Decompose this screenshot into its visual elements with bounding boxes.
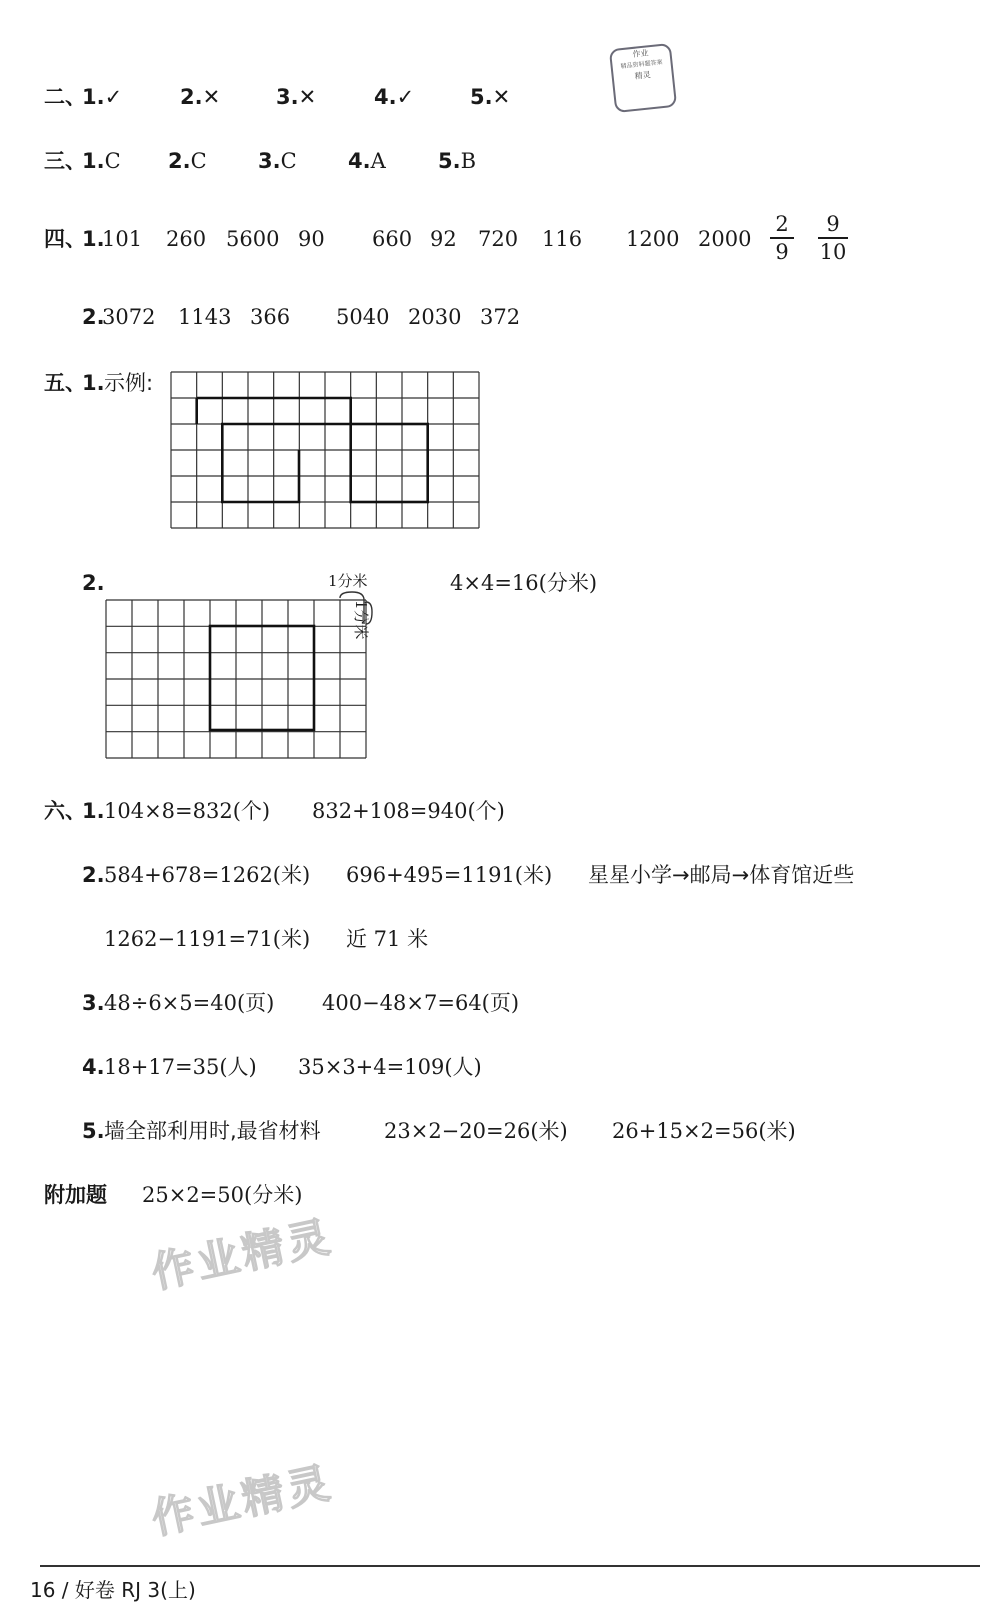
s2-q1-num: 1.: [82, 85, 105, 109]
bonus-label: 附加题: [44, 1183, 107, 1207]
s5-q1-example-label: 示例:: [104, 371, 154, 395]
s6-q4-num: 4.: [82, 1055, 105, 1079]
section-5-label: 五、: [44, 371, 86, 395]
s6-q2-conclusion: 星星小学→邮局→体育馆近些: [588, 863, 855, 887]
s6-q5-part: 23×2−20=26(米): [384, 1119, 568, 1143]
s4-q2-num: 2.: [82, 305, 105, 329]
unit-label-vertical: 1分米: [352, 600, 370, 640]
s4-q2-value: 3072: [102, 305, 156, 329]
section-2-label: 二、: [44, 85, 86, 109]
watermark-text: 作业精灵: [147, 1211, 338, 1298]
fraction-denominator: 9: [775, 239, 789, 264]
s4-q1-value: 116: [542, 227, 583, 251]
s6-q4-part: 18+17=35(人): [104, 1055, 257, 1079]
s3-q4-answer: A: [370, 149, 386, 173]
s6-q5-part: 墙全部利用时,最省材料: [104, 1119, 321, 1143]
s3-q5-num: 5.: [438, 149, 461, 173]
s6-q1-part: 832+108=940(个): [312, 799, 505, 823]
s5-q2-num: 2.: [82, 571, 105, 595]
fraction-bar: [770, 237, 794, 239]
s4-q1-value: 720: [478, 227, 519, 251]
s2-q5-num: 5.: [470, 85, 493, 109]
fraction-2-9: [770, 212, 794, 264]
grid-q2: [106, 600, 366, 758]
s6-q2-part: 584+678=1262(米): [104, 863, 311, 887]
s6-q1-part: 104×8=832(个): [104, 799, 271, 823]
s4-q2-value: 5040: [336, 305, 390, 329]
section-4-label: 四、: [44, 227, 86, 251]
s3-q1-num: 1.: [82, 149, 105, 173]
s5-q2-formula: 4×4=16(分米): [450, 571, 598, 595]
fraction-numerator: 2: [775, 212, 789, 236]
grid-q1: [171, 372, 479, 528]
s6-q2-num: 2.: [82, 863, 105, 887]
stamp-top-text: 作业: [632, 48, 649, 59]
section-3-label: 三、: [44, 149, 86, 173]
stamp-middle-text: 精品资料题答案: [620, 58, 663, 71]
shape-b-outline: [351, 424, 428, 502]
footer-divider: [40, 1565, 980, 1567]
s4-q2-value: 372: [480, 305, 521, 329]
s4-q1-value: 260: [166, 227, 207, 251]
watermark-text: 作业精灵: [147, 1457, 338, 1544]
stamp-bottom-text: 精灵: [634, 70, 652, 81]
stamp-seal: [609, 43, 677, 113]
s4-q1-value: 90: [298, 227, 325, 251]
s4-q1-value: 5600: [226, 227, 280, 251]
s2-q3-answer: ✕: [298, 85, 317, 109]
s2-q4-answer: ✓: [396, 85, 415, 109]
fraction-denominator: 10: [819, 239, 847, 264]
s3-q2-num: 2.: [168, 149, 191, 173]
s4-q2-value: 2030: [408, 305, 462, 329]
s3-q3-num: 3.: [258, 149, 281, 173]
fraction-9-10: [818, 212, 848, 264]
s2-q3-num: 3.: [276, 85, 299, 109]
footer-page-label: 16 / 好卷 RJ 3(上): [30, 1578, 196, 1602]
s4-q1-value: 1200: [626, 227, 680, 251]
unit-label-horizontal: 1分米: [328, 572, 368, 590]
s2-q2-num: 2.: [180, 85, 203, 109]
s3-q5-answer: B: [460, 149, 477, 173]
s2-q5-answer: ✕: [492, 85, 511, 109]
s2-q2-answer: ✕: [202, 85, 221, 109]
s4-q1-num: 1.: [82, 227, 105, 251]
s4-q2-value: 1143: [178, 305, 232, 329]
s5-q1-num: 1.: [82, 371, 105, 395]
s4-q1-value: 92: [430, 227, 457, 251]
s3-q2-answer: C: [190, 149, 207, 173]
s6-q5-num: 5.: [82, 1119, 105, 1143]
s2-q1-answer: ✓: [104, 85, 123, 109]
s6-q1-num: 1.: [82, 799, 105, 823]
s6-q2-line2-part: 近 71 米: [346, 927, 429, 951]
s2-q4-num: 4.: [374, 85, 397, 109]
fraction-bar: [818, 237, 848, 239]
s6-q4-part: 35×3+4=109(人): [298, 1055, 482, 1079]
s4-q1-value: 660: [372, 227, 413, 251]
s3-q1-answer: C: [104, 149, 121, 173]
s6-q3-part: 400−48×7=64(页): [322, 991, 520, 1015]
section-6-label: 六、: [44, 799, 86, 823]
s4-q1-value: 2000: [698, 227, 752, 251]
s3-q3-answer: C: [280, 149, 297, 173]
s6-q3-num: 3.: [82, 991, 105, 1015]
fraction-numerator: 9: [826, 212, 840, 236]
s6-q2-line2-part: 1262−1191=71(米): [104, 927, 311, 951]
s4-q1-value: 101: [102, 227, 143, 251]
s6-q3-part: 48÷6×5=40(页): [104, 991, 275, 1015]
s4-q2-value: 366: [250, 305, 291, 329]
s3-q4-num: 4.: [348, 149, 371, 173]
s6-q5-part: 26+15×2=56(米): [612, 1119, 796, 1143]
s6-q2-part: 696+495=1191(米): [346, 863, 553, 887]
bonus-answer: 25×2=50(分米): [142, 1183, 303, 1207]
